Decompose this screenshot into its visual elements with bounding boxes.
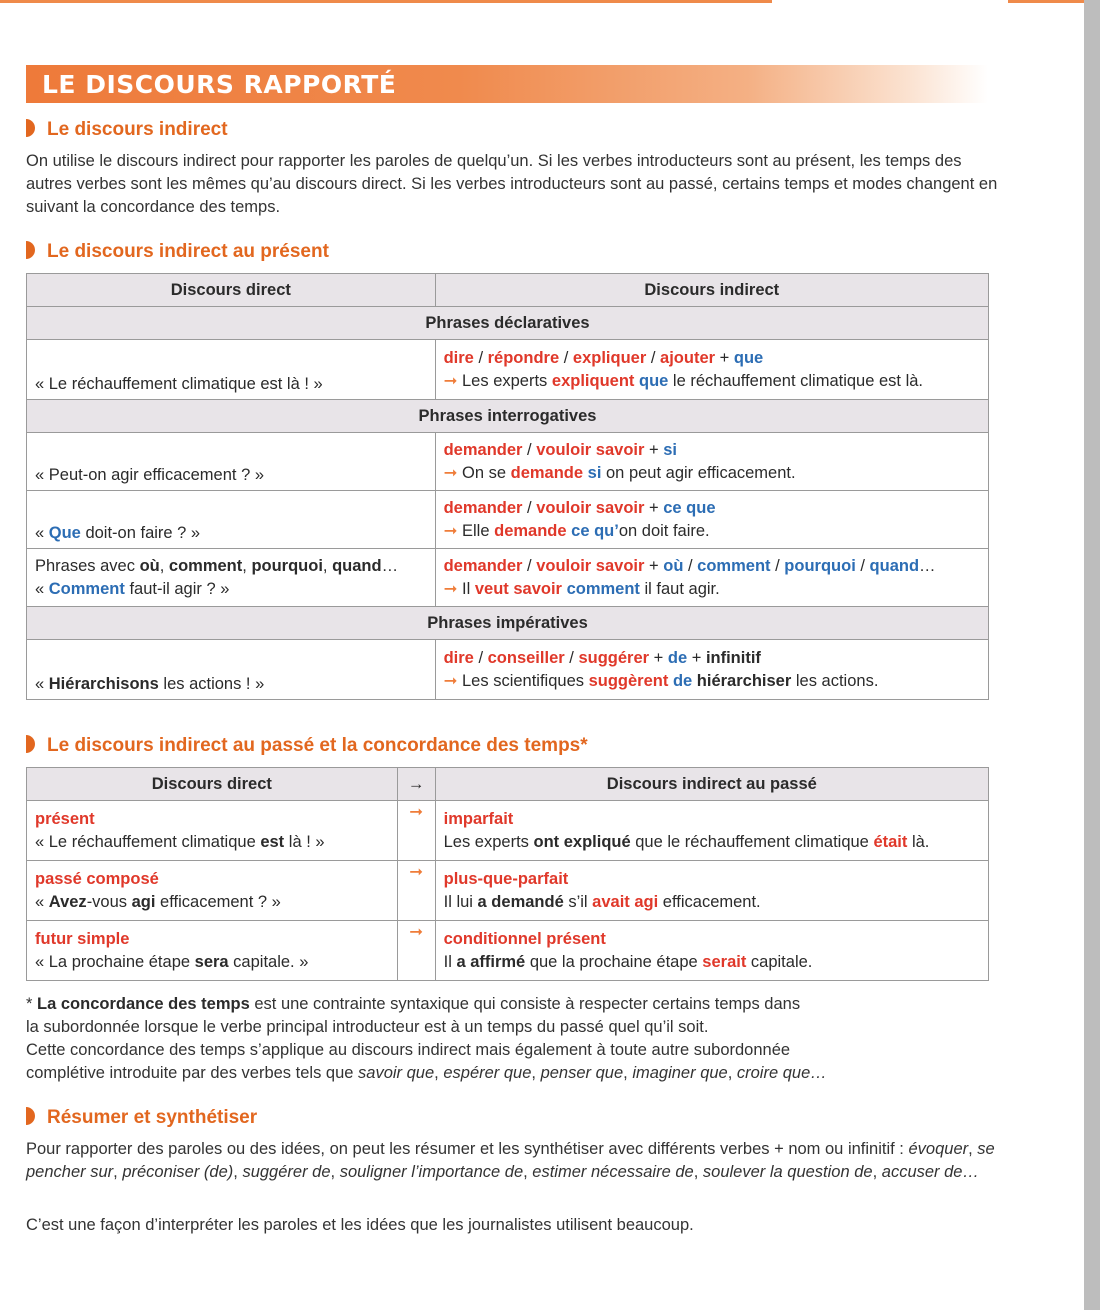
section-heading-past <box>26 735 588 757</box>
section-heading-text: Résumer et synthétiser <box>47 1107 258 1128</box>
section-heading-text: Le discours indirect au présent <box>47 241 329 262</box>
direct-example: « Que doit-on faire ? » <box>27 491 436 549</box>
scrollbar[interactable] <box>1084 0 1100 1310</box>
direct-example: passé composé « Avez-vous agi efficacement ? » <box>27 861 398 921</box>
indirect-example: dire / répondre / expliquer / ajouter + que ➞ Les experts expliquent que le réchauffement climatique est là. <box>435 340 988 400</box>
table-row <box>27 640 989 700</box>
col-header-direct: Discours direct <box>27 768 398 801</box>
col-header-indirect: Discours indirect <box>435 274 988 307</box>
section-heading-summary <box>26 1107 257 1129</box>
indirect-example: plus-que-parfait Il lui a demandé s’il avait agi efficacement. <box>435 861 988 921</box>
section-heading-text: Le discours indirect <box>47 119 228 140</box>
direct-example: « Hiérarchisons les actions ! » <box>27 640 436 700</box>
indirect-example: demander / vouloir savoir + où / comment / pourquoi / quand… ➞ Il veut savoir comment il faut agir. <box>435 549 988 607</box>
table-row <box>27 549 989 607</box>
arrow-icon: ➞ <box>443 521 458 540</box>
table-row <box>27 921 989 981</box>
indirect-example: conditionnel présent Il a affirmé que la prochaine étape serait capitale. <box>435 921 988 981</box>
indirect-example: demander / vouloir savoir + si ➞ On se demande si on peut agir efficacement. <box>435 433 988 491</box>
arrow-icon: ➞ <box>443 371 458 390</box>
present-table <box>26 273 989 700</box>
table-row <box>27 491 989 549</box>
arrow-icon: ➞ <box>443 463 458 482</box>
section-heading-present <box>26 241 329 263</box>
arrow-icon: ➞ <box>397 921 435 981</box>
arrow-icon: ➞ <box>443 671 458 690</box>
col-header-indirect-past: Discours indirect au passé <box>435 768 988 801</box>
direct-example: futur simple « La prochaine étape sera capitale. » <box>27 921 398 981</box>
direct-example: « Le réchauffement climatique est là ! » <box>27 340 436 400</box>
footnote: * La concordance des temps est une contrainte syntaxique qui consiste à respecter certains temps dans la subordonnée lorsque le verbe principal introducteur est à un temps du passé quel qu’il soit. Cette concordance des temps s’applique au discours indirect mais également à toute autre subordonnée complétive introduite par des verbes tels que savoir que, espérer que, penser que, imaginer que, croire que… <box>26 995 827 1082</box>
indirect-example: dire / conseiller / suggérer + de + infinitif ➞ Les scientifiques suggèrent de hiérarchiser les actions. <box>435 640 988 700</box>
section-marker-icon <box>26 735 35 753</box>
summary-paragraph: Pour rapporter des paroles ou des idées, on peut les résumer et les synthétiser avec différents verbes + nom ou infinitif : évoquer, se pencher sur, préconiser (de), suggérer de, souligner l’importance de, estimer nécessaire de, soulever la question de, accuser de… <box>26 1140 995 1181</box>
table-row <box>27 433 989 491</box>
arrow-icon: ➞ <box>397 861 435 921</box>
title-banner <box>26 65 988 103</box>
section-marker-icon <box>26 119 35 137</box>
direct-example: présent « Le réchauffement climatique est là ! » <box>27 801 398 861</box>
section-heading-indirect <box>26 119 228 141</box>
table-row <box>27 801 989 861</box>
section-marker-icon <box>26 1107 35 1125</box>
indirect-example: demander / vouloir savoir + ce que ➞ Elle demande ce qu’on doit faire. <box>435 491 988 549</box>
section-marker-icon <box>26 241 35 259</box>
arrow-icon: ➞ <box>443 579 458 598</box>
row-group-interrogatives: Phrases interrogatives <box>27 400 989 433</box>
direct-example: « Peut-on agir efficacement ? » <box>27 433 436 491</box>
row-group-imperatives: Phrases impératives <box>27 607 989 640</box>
direct-example: Phrases avec où, comment, pourquoi, quand… « Comment faut-il agir ? » <box>27 549 436 607</box>
intro-paragraph: On utilise le discours indirect pour rapporter les paroles de quelqu’un. Si les verbes introducteurs sont au présent, les temps des autres verbes sont les mêmes qu’au discours direct. Si les verbes introducteurs sont au passé, certains temps et modes changent en suivant la concordance des temps. <box>26 152 998 216</box>
table-row <box>27 861 989 921</box>
top-rule-right <box>1008 0 1084 3</box>
table-row <box>27 340 989 400</box>
arrow-icon: → <box>397 768 435 801</box>
arrow-icon: ➞ <box>397 801 435 861</box>
section-heading-text: Le discours indirect au passé et la concordance des temps* <box>47 735 588 756</box>
page-title: LE DISCOURS RAPPORTÉ <box>42 70 397 99</box>
col-header-direct: Discours direct <box>27 274 436 307</box>
summary-closing: C’est une façon d’interpréter les paroles et les idées que les journalistes utilisent beaucoup. <box>26 1216 694 1234</box>
indirect-example: imparfait Les experts ont expliqué que le réchauffement climatique était là. <box>435 801 988 861</box>
past-table <box>26 767 989 981</box>
top-rule <box>0 0 772 3</box>
row-group-declaratives: Phrases déclaratives <box>27 307 989 340</box>
